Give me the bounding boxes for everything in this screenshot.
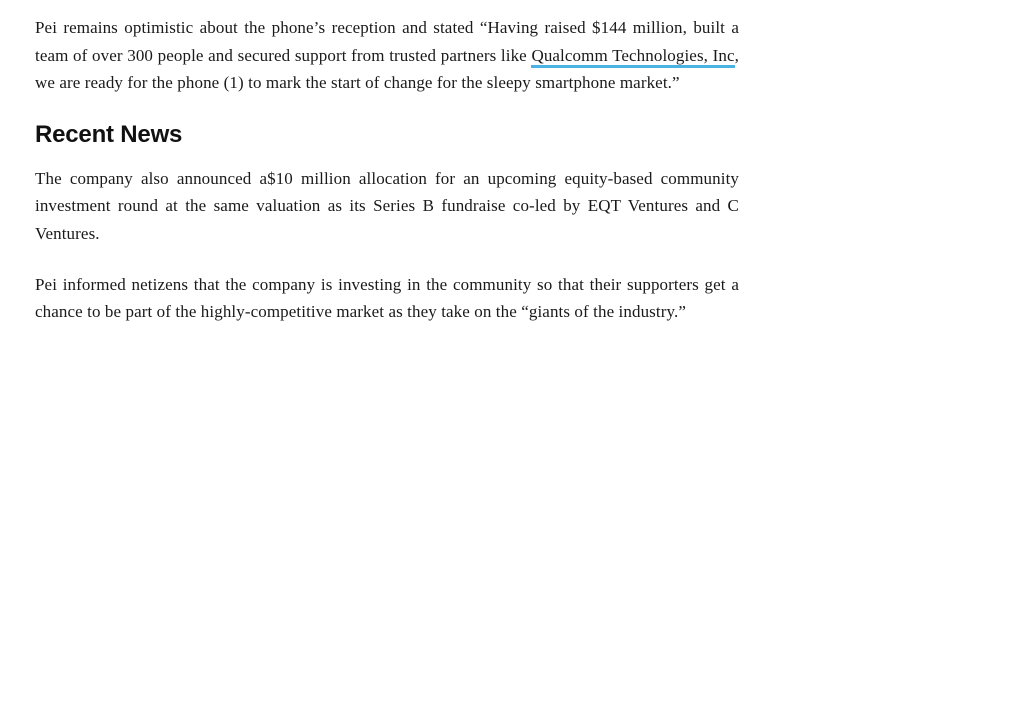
article-body <box>35 14 739 326</box>
news-paragraph-community: Pei informed netizens that the company is investing in the community so that their supporters get a chance to be part of the highly-competitive market as they take on the “giants of the industry.” <box>35 274 739 322</box>
qualcomm-link[interactable]: Qualcomm Technologies, Inc <box>531 46 734 68</box>
intro-text-before-link: Pei remains optimistic about the phone’s reception and stated “Having raised $144 million, built a team of over 300 people and secured support from trusted partners like <box>35 18 739 65</box>
intro-text-after-link: , we are ready for the phone (1) to mark the start of change for the sleepy smartphone market.” <box>35 45 739 93</box>
news-paragraph-allocation: The company also announced a$10 million allocation for an upcoming equity-based community investment round at the same valuation as its Series B fundraise co-led by EQT Ventures and C Ventures. <box>35 168 739 243</box>
section-heading-recent-news: Recent News <box>35 120 183 148</box>
intro-paragraph <box>35 14 739 97</box>
